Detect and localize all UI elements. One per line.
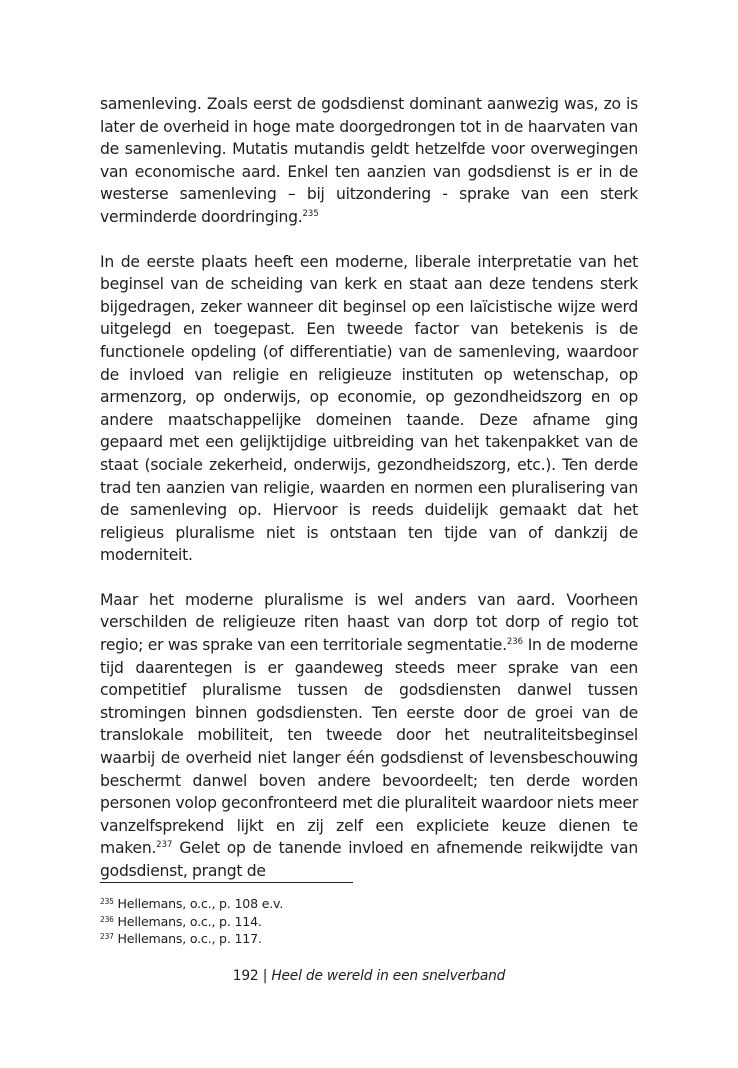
footnote-text: Hellemans, o.c., p. 117. [117,931,262,946]
footnote-reference[interactable]: 236 [506,637,524,648]
footnote-reference[interactable]: 235 [302,208,319,219]
footnote-number: 236 [100,914,114,924]
body-text [100,93,638,883]
paragraph-text: In de moderne tijd daarentegen is er gaandeweg steeds meer sprake van een competitief pluralisme tussen de godsdiensten danwel tussen stromingen binnen godsdiensten. Ten eerste door de groei van de translokale mobiliteit, ten tweede door het neutraliteitsbeginsel waarbij de overheid niet langer één godsdienst of levensbeschouwing beschermt danwel boven andere bevoordeelt; ten derde worden personen volop geconfronteerd met die pluraliteit waardoor niets meer vanzelfsprekend lijkt en zij zelf een expliciete keuze dienen te maken. [100,636,638,858]
footnotes [100,895,638,948]
footnote-text: Hellemans, o.c., p. 108 e.v. [117,896,284,911]
footnote-number: 237 [100,932,114,941]
footnote [100,895,638,913]
paragraph [100,589,638,883]
paragraph-text: Maar het moderne pluralisme is wel anders van aard. Voorheen verschilden de religieuze riten haast van dorp tot dorp of regio tot regio; er was sprake van een territoriale segmentatie. [100,590,638,655]
paragraph [100,93,638,229]
footnote-reference[interactable]: 237 [156,840,173,851]
footnote-text: Hellemans, o.c., p. 114. [117,913,262,929]
footnote-divider [100,882,353,883]
footer-separator: | [262,968,268,984]
footnote [100,913,638,931]
footnote [100,930,638,948]
paragraph-text: In de eerste plaats heeft een moderne, liberale interpretatie van het beginsel van de scheiding van kerk en staat aan deze tendens sterk bijgedragen, zeker wanneer dit beginsel op een laïcistische wijze werd uitgelegd en toegepast. Een tweede factor van betekenis is de functionele opdeling (of differentiatie) van de samenleving, waardoor de invloed van religie en religieuze instituten op wetenschap, op armenzorg, op onderwijs, op economie, op gezondheidszorg en op andere maatschappelijke domeinen taande. Deze afname ging gepaard met een gelijktijdige uitbreiding van het takenpakket van de staat (sociale zekerheid, onderwijs, gezondheidszorg, etc.). Ten derde trad ten aanzien van religie, waarden en normen een pluralisering van de samenleving op. Hiervoor is reeds duidelijk gemaakt dat het religieus pluralisme niet is ontstaan ten tijde van of dankzij de moderniteit. [100,252,638,565]
paragraph-text: samenleving. Zoals eerst de godsdienst dominant aanwezig was, zo is later de overheid in hoge mate doorgedrongen tot in de haarvaten van de samenleving. Mutatis mutandis geldt hetzelfde voor overwegingen van economische aard. Enkel ten aanzien van godsdienst is er in de westerse samenleving – bij uitzondering - sprake van een sterk verminderde doordringing. [100,95,638,226]
book-title: Heel de wereld in een snelverband [271,968,506,984]
page-footer [0,966,738,986]
footnote-number: 235 [100,897,114,906]
page-number: 192 [232,968,259,984]
paragraph [100,251,638,567]
paragraph-text: Gelet op de tanende invloed en afnemende reikwijdte van godsdienst, prangt de [100,839,638,880]
